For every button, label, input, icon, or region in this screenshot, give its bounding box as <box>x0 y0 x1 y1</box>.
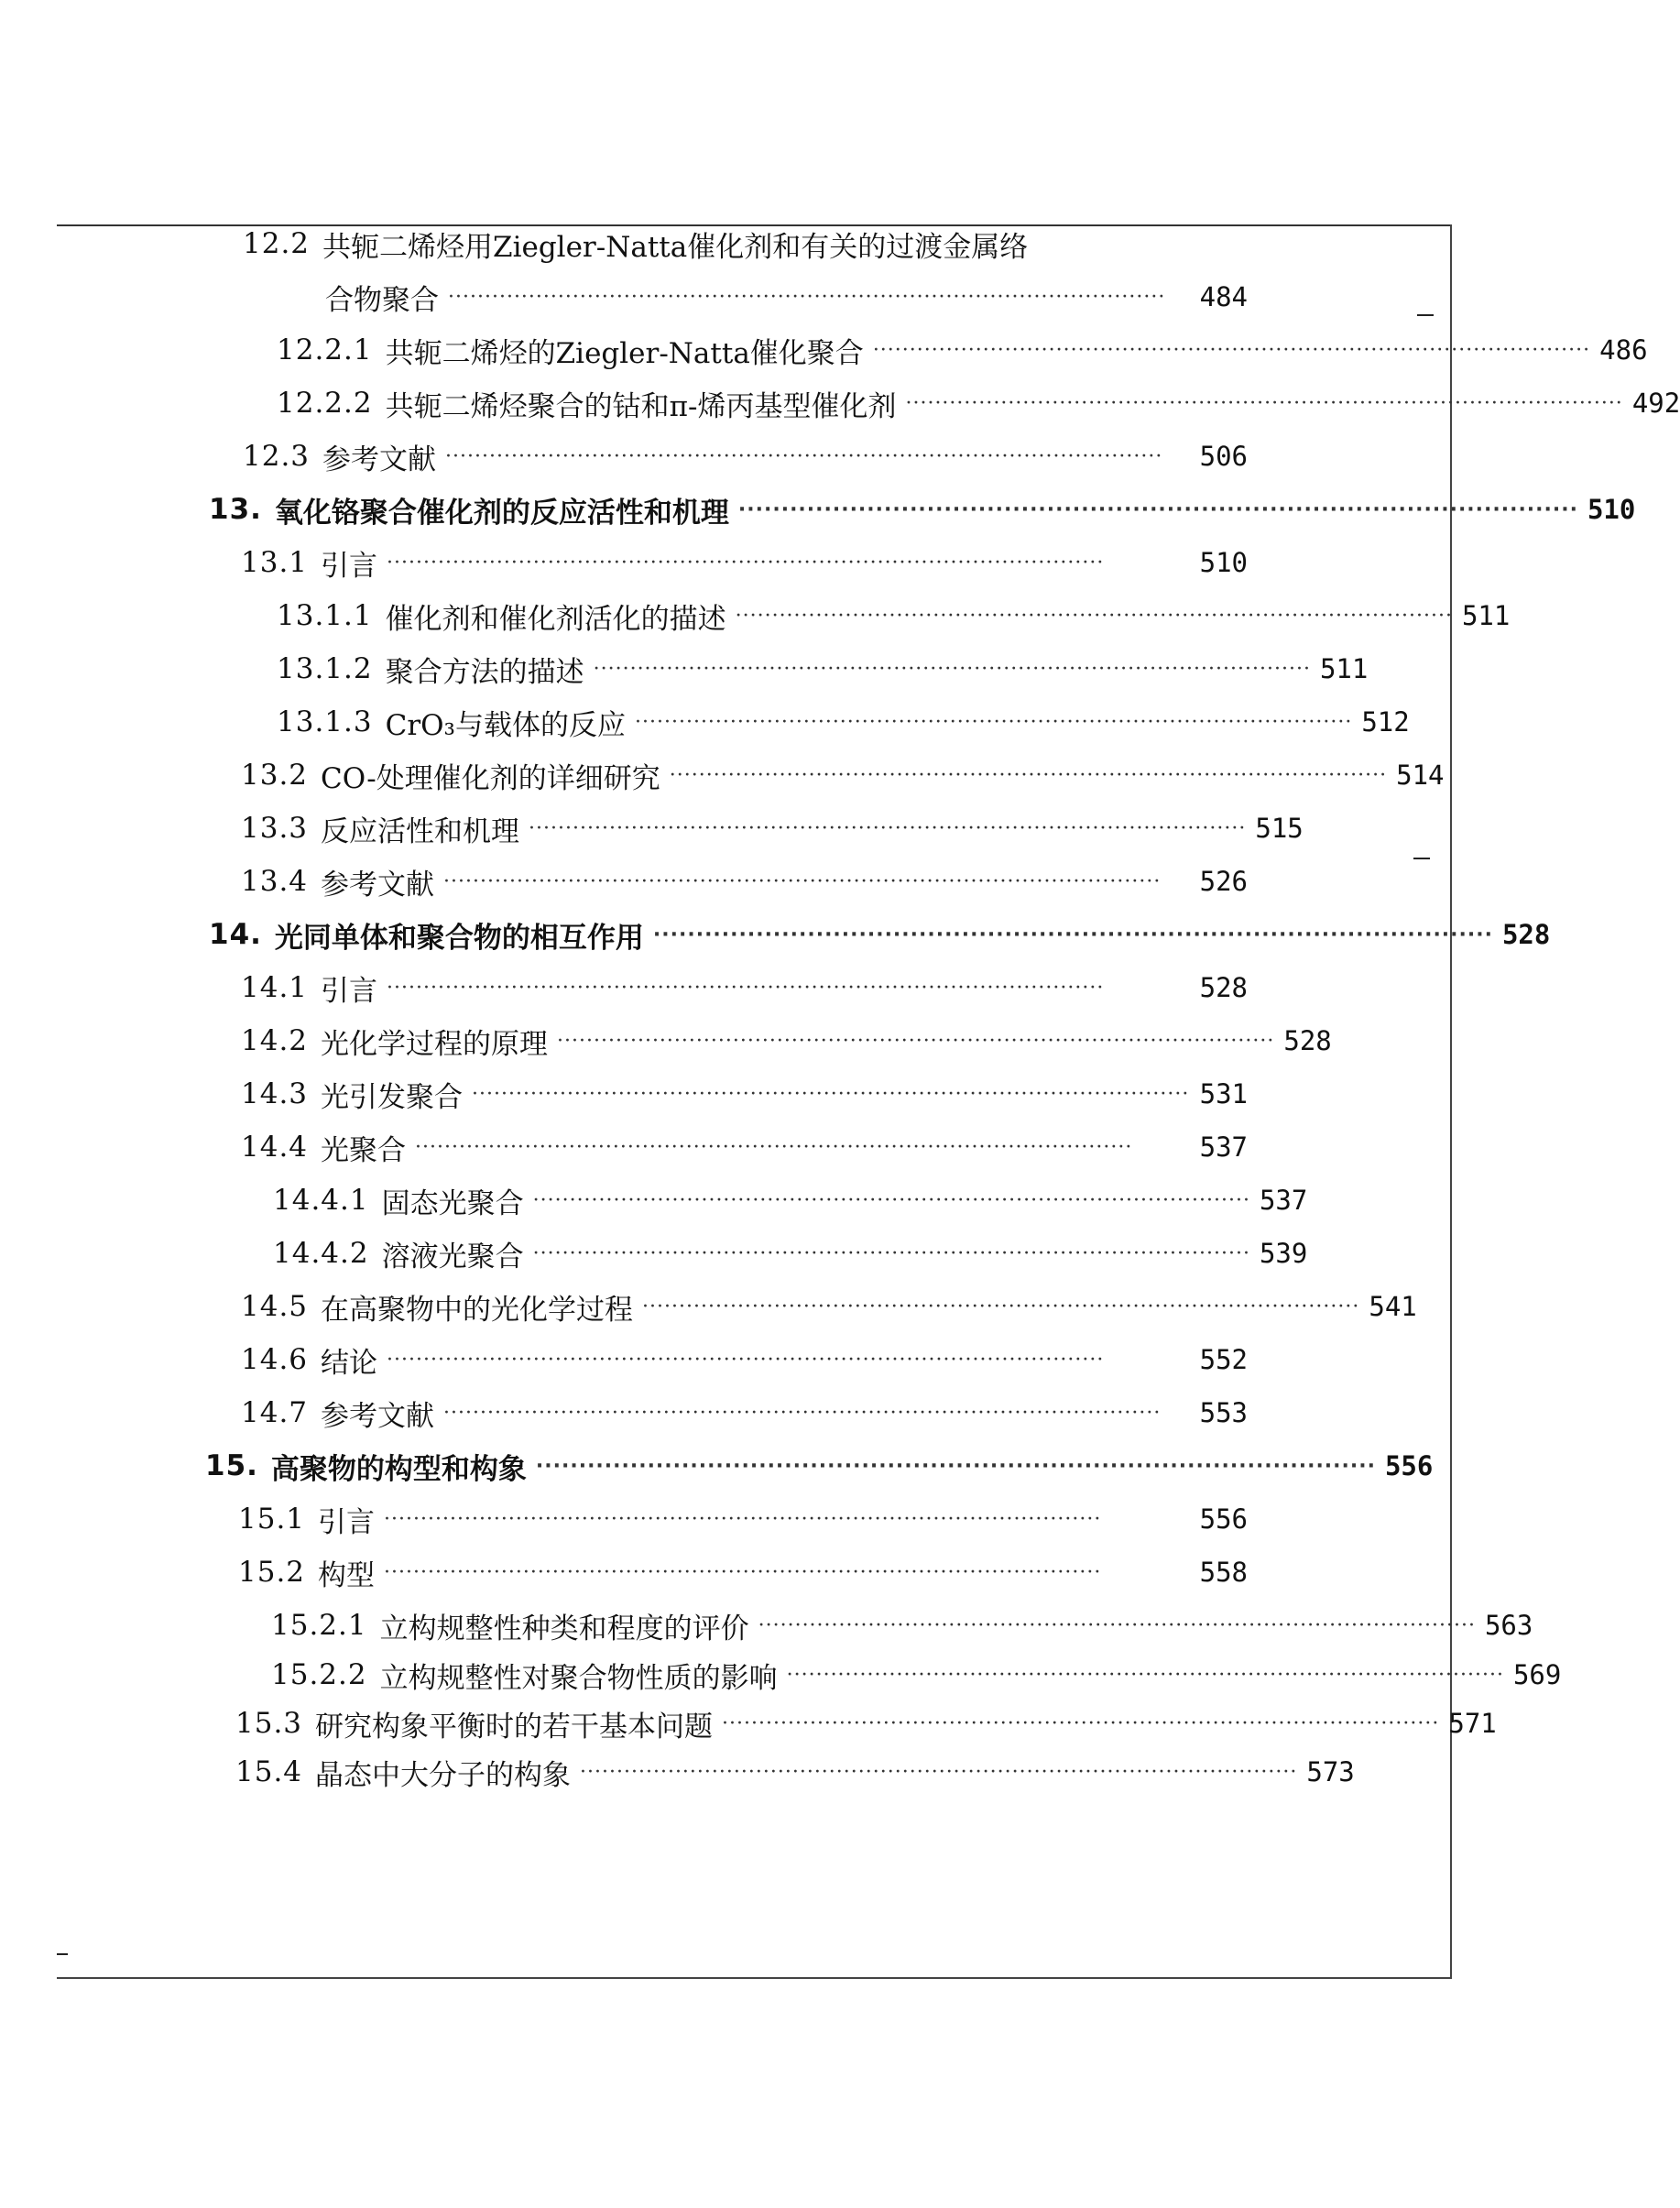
toc-entry-12-3 <box>243 432 1248 480</box>
toc-leader-dots: ·································································································· <box>593 657 1311 681</box>
toc-number: 14.5 <box>241 1290 309 1323</box>
toc-page: 569 <box>1512 1659 1562 1690</box>
toc-page: 552 <box>1199 1344 1248 1375</box>
toc-title: 共轭二烯烃用Ziegler-Natta催化剂和有关的过渡金属络 <box>322 230 1029 264</box>
toc-title: 引言 <box>321 549 378 583</box>
toc-number: 13. <box>209 493 262 526</box>
toc-page: 537 <box>1259 1185 1308 1216</box>
toc-leader-dots: ·································································································· <box>472 1082 1190 1106</box>
toc-leader-dots: ·································································································· <box>737 497 1578 521</box>
toc-title: 晶态中大分子的构象 <box>315 1758 572 1792</box>
toc-number: 14.4.1 <box>273 1184 369 1217</box>
toc-entry-13-1 <box>241 539 1248 586</box>
toc-leader-dots: ·································································································· <box>448 285 1166 309</box>
toc-page: 556 <box>1199 1503 1248 1535</box>
toc-leader-dots: ·································································································· <box>445 444 1163 468</box>
toc-leader-dots: ·································································································· <box>387 551 1105 574</box>
toc-title: 共轭二烯烃的Ziegler-Natta催化聚合 <box>385 336 864 370</box>
toc-entry-12-2-cont <box>325 273 1248 321</box>
toc-page: 556 <box>1384 1450 1434 1481</box>
toc-number: 14.6 <box>241 1343 309 1376</box>
toc-title: 光同单体和聚合物的相互作用 <box>274 921 644 955</box>
toc-page: 486 <box>1599 334 1648 366</box>
toc-entry-13-3 <box>241 804 1304 852</box>
toc-page: 512 <box>1361 706 1410 738</box>
toc-number: 14. <box>209 918 262 951</box>
toc-title: 固态光聚合 <box>381 1186 524 1220</box>
toc-leader-dots: ·································································································· <box>580 1760 1298 1784</box>
toc-page: 539 <box>1259 1238 1308 1269</box>
toc-page: 526 <box>1199 866 1248 897</box>
toc-title: 结论 <box>321 1346 378 1380</box>
toc-entry-14-2 <box>241 1017 1332 1065</box>
toc-number: 14.2 <box>241 1024 309 1057</box>
toc-title: 在高聚物中的光化学过程 <box>321 1293 634 1327</box>
toc-leader-dots: ·································································································· <box>735 604 1453 628</box>
toc-number: 12.2.1 <box>277 333 373 366</box>
toc-number: 15.2 <box>238 1556 306 1589</box>
toc-leader-dots: ·································································································· <box>535 1454 1376 1478</box>
toc-leader-dots: ·································································································· <box>557 1029 1275 1053</box>
toc-title: 共轭二烯烃聚合的钴和π-烯丙基型催化剂 <box>385 389 897 423</box>
toc-chapter-15 <box>205 1442 1434 1490</box>
toc-title: 立构规整性种类和程度的评价 <box>379 1612 749 1645</box>
toc-entry-15-2 <box>238 1548 1248 1596</box>
toc-leader-dots: ·································································································· <box>384 1507 1102 1531</box>
toc-entry-14-5 <box>241 1283 1417 1330</box>
toc-entry-14-7 <box>241 1389 1248 1437</box>
toc-chapter-14 <box>209 911 1551 958</box>
toc-page: 484 <box>1199 281 1248 312</box>
toc-entry-12-2-2 <box>277 379 1680 427</box>
toc-title: 参考文献 <box>322 443 437 476</box>
toc-leader-dots: ·································································································· <box>872 338 1591 362</box>
toc-number: 15.4 <box>235 1755 303 1788</box>
toc-title: 合物聚合 <box>325 283 439 317</box>
toc-number: 13.1.2 <box>277 652 373 685</box>
toc-page: 553 <box>1199 1397 1248 1428</box>
toc-entry-14-1 <box>241 964 1248 1011</box>
toc-entry-13-1-3 <box>277 698 1410 746</box>
toc-number: 12.2.2 <box>277 387 373 420</box>
toc-entry-15-2-1 <box>271 1601 1533 1649</box>
toc-page: 510 <box>1199 547 1248 578</box>
toc-entry-14-4-1 <box>273 1176 1308 1224</box>
toc-entry-14-3 <box>241 1070 1248 1118</box>
toc-leader-dots: ·································································································· <box>652 923 1493 946</box>
toc-title: CrO₃与载体的反应 <box>385 708 626 742</box>
toc-title: 光聚合 <box>321 1133 407 1167</box>
toc-title: 催化剂和催化剂活化的描述 <box>385 602 726 636</box>
toc-entry-13-1-1 <box>277 592 1511 639</box>
toc-entry-14-6 <box>241 1336 1248 1383</box>
toc-title: 研究构象平衡时的若干基本问题 <box>315 1710 714 1743</box>
toc-title: 参考文献 <box>321 868 435 902</box>
toc-page: 563 <box>1484 1610 1533 1641</box>
toc-page: 511 <box>1319 653 1369 684</box>
toc-number: 12.2 <box>243 227 311 260</box>
toc-leader-dots: ·································································································· <box>387 976 1105 1000</box>
toc-leader-dots: ·································································································· <box>384 1560 1102 1584</box>
toc-entry-13-4 <box>241 858 1248 905</box>
toc-number: 13.3 <box>241 812 309 845</box>
toc-title: 立构规整性对聚合物性质的影响 <box>379 1661 778 1695</box>
toc-page: 573 <box>1306 1756 1355 1787</box>
toc-page: 531 <box>1199 1078 1248 1109</box>
toc-leader-dots: ·································································································· <box>532 1188 1250 1212</box>
toc-number: 13.2 <box>241 759 309 792</box>
toc-entry-12-2 <box>243 220 1168 268</box>
toc-number: 14.4.2 <box>273 1237 369 1270</box>
toc-page: 558 <box>1199 1557 1248 1588</box>
toc-leader-dots: ·································································································· <box>532 1241 1250 1265</box>
toc-number: 14.3 <box>241 1077 309 1110</box>
toc-number: 14.4 <box>241 1131 309 1164</box>
toc-title: 溶液光聚合 <box>381 1240 524 1273</box>
toc-title: 光化学过程的原理 <box>321 1027 549 1061</box>
toc-leader-dots: ·································································································· <box>415 1135 1133 1159</box>
toc-page: 515 <box>1255 813 1304 844</box>
toc-page: 541 <box>1369 1291 1417 1322</box>
toc-page: 514 <box>1396 760 1445 791</box>
toc-number: 15. <box>205 1449 258 1482</box>
toc-number: 13.1 <box>241 546 309 579</box>
toc-page: 510 <box>1587 494 1636 525</box>
toc-page: 528 <box>1283 1025 1332 1056</box>
toc-entry-14-4-2 <box>273 1230 1308 1277</box>
toc-page: 528 <box>1501 919 1551 950</box>
toc-number: 15.2.1 <box>271 1609 367 1642</box>
toc-entry-15-2-2 <box>271 1651 1562 1699</box>
toc-leader-dots: ·································································································· <box>786 1663 1504 1687</box>
toc-title: 光引发聚合 <box>321 1080 464 1114</box>
toc-entry-14-4 <box>241 1123 1248 1171</box>
toc-title: 反应活性和机理 <box>321 814 520 848</box>
toc-page: 537 <box>1199 1131 1248 1163</box>
toc-title: CO-处理催化剂的详细研究 <box>321 761 660 795</box>
toc-leader-dots: ·································································································· <box>669 763 1388 787</box>
toc-title: 高聚物的构型和构象 <box>270 1452 527 1486</box>
toc-entry-13-1-2 <box>277 645 1369 693</box>
toc-number: 14.1 <box>241 971 309 1004</box>
toc-number: 13.1.1 <box>277 599 373 632</box>
toc-leader-dots: ·································································································· <box>758 1613 1476 1637</box>
toc-number: 13.4 <box>241 865 309 898</box>
toc-leader-dots: ·································································································· <box>443 869 1162 893</box>
toc-chapter-13 <box>209 486 1636 533</box>
toc-title: 参考文献 <box>321 1399 435 1433</box>
toc-page: 492 <box>1631 388 1680 419</box>
toc-page: 506 <box>1199 441 1248 472</box>
toc-number: 12.3 <box>243 440 311 473</box>
toc-title: 引言 <box>318 1505 376 1539</box>
toc-leader-dots: ·································································································· <box>635 710 1353 734</box>
toc-title: 引言 <box>321 974 378 1008</box>
toc-number: 14.7 <box>241 1396 309 1429</box>
toc-title: 聚合方法的描述 <box>385 655 584 689</box>
toc-title: 氧化铬聚合催化剂的反应活性和机理 <box>274 496 729 530</box>
toc-leader-dots: ·································································································· <box>529 816 1247 840</box>
toc-leader-dots: ·································································································· <box>722 1711 1440 1735</box>
toc-entry-15-1 <box>238 1495 1248 1543</box>
toc-entry-13-2 <box>241 751 1445 799</box>
toc-number: 15.2.2 <box>271 1658 367 1691</box>
toc-number: 15.3 <box>235 1707 303 1740</box>
toc-entry-12-2-1 <box>277 326 1648 374</box>
toc-title: 构型 <box>318 1558 376 1592</box>
toc-leader-dots: ·································································································· <box>642 1295 1360 1318</box>
toc-number: 15.1 <box>238 1503 306 1536</box>
toc-leader-dots: ·································································································· <box>387 1348 1105 1372</box>
toc-entry-15-4 <box>235 1748 1355 1796</box>
toc-page: 511 <box>1461 600 1511 631</box>
toc-entry-15-3 <box>235 1700 1497 1747</box>
toc-leader-dots: ·································································································· <box>443 1401 1162 1425</box>
toc-page: 571 <box>1448 1708 1497 1739</box>
toc-number: 13.1.3 <box>277 705 373 738</box>
toc-leader-dots: ·································································································· <box>905 391 1623 415</box>
toc-page: 528 <box>1199 972 1248 1003</box>
